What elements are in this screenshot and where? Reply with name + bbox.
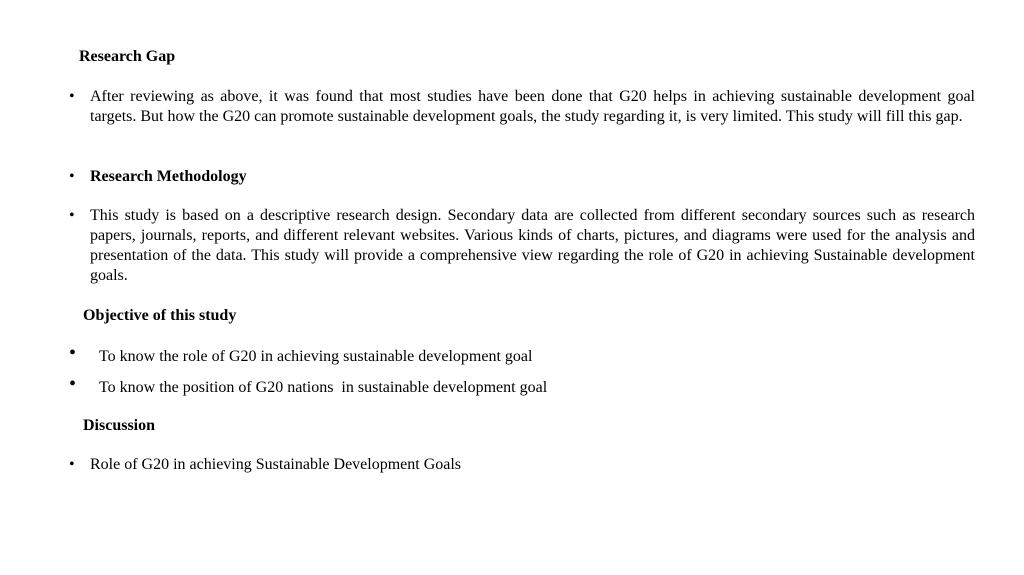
discussion-item-text: Role of G20 in achieving Sustainable Development Goals xyxy=(90,456,462,473)
bullet-marker: • xyxy=(69,168,75,185)
objective-heading: Objective of this study xyxy=(83,307,237,324)
methodology-paragraph: This study is based on a descriptive research design. Secondary data are collected from different secondary sources such as research papers, journals, reports, and different relevant websites. Various kinds of charts, pictures, and diagrams were used for the analysis and presentation of the data. This study will provide a comprehensive view regarding the role of G20 in achieving Sustainable development goals. xyxy=(90,207,975,284)
research-gap-heading: Research Gap xyxy=(79,48,176,65)
methodology-heading-item xyxy=(69,167,975,187)
discussion-bullet-item xyxy=(69,455,975,475)
objective-item-text: To know the role of G20 in achieving sustainable development goal xyxy=(99,348,533,365)
objective-list-item xyxy=(69,373,548,398)
bullet-marker: • xyxy=(69,207,75,224)
objective-list-item xyxy=(69,342,533,367)
bullet-marker: • xyxy=(69,373,77,395)
research-gap-bullet-item xyxy=(69,87,975,127)
bullet-marker: • xyxy=(69,342,77,364)
research-gap-paragraph: After reviewing as above, it was found that most studies have been done that G20 helps in achieving sustainable development goal targets. But how the G20 can promote sustainable development goals, the study regarding it, is very limited. This study will fill this gap. xyxy=(90,88,975,125)
objective-item-text: To know the position of G20 nations in sustainable development goal xyxy=(99,379,548,396)
bullet-marker: • xyxy=(69,456,75,473)
discussion-heading: Discussion xyxy=(83,417,156,434)
methodology-bullet-item xyxy=(69,206,975,286)
bullet-marker: • xyxy=(69,88,75,105)
research-methodology-heading: Research Methodology xyxy=(90,168,247,185)
